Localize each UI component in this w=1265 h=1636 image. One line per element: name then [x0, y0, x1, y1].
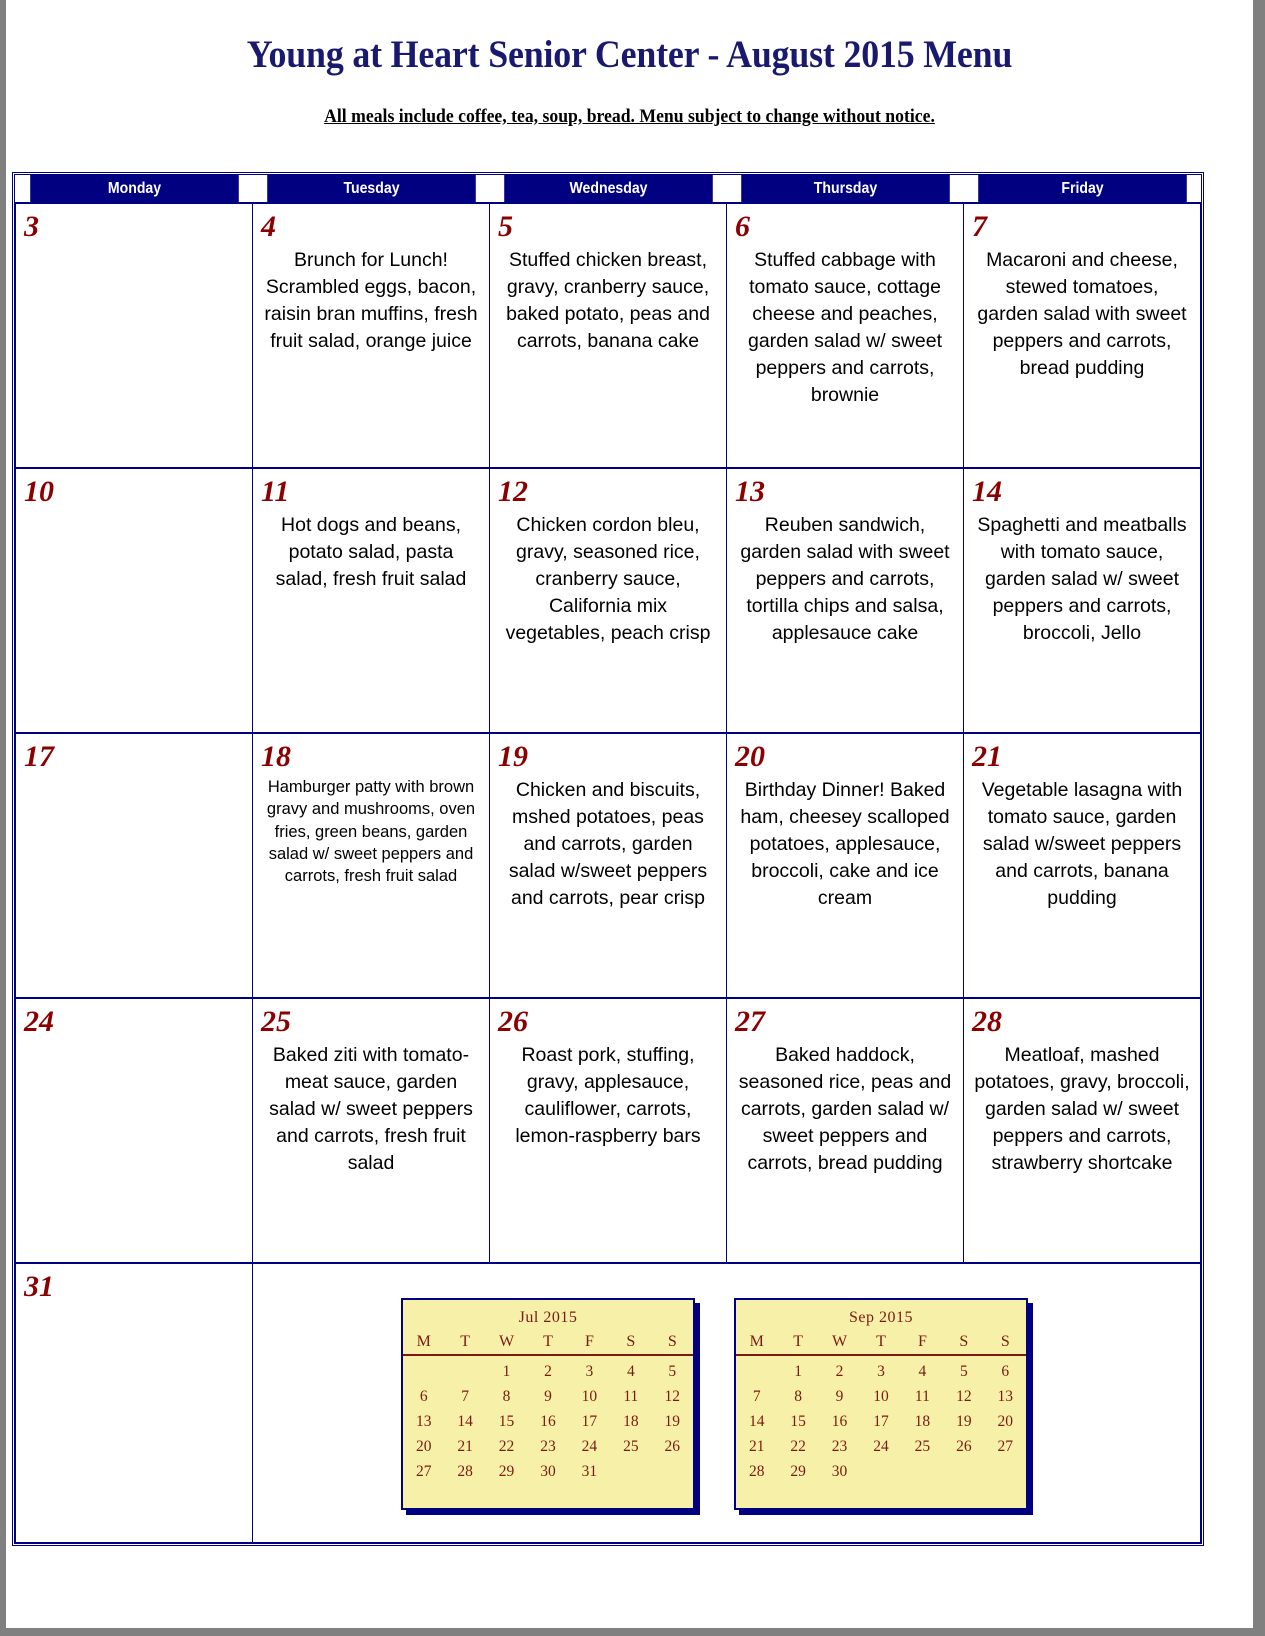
meal-description: Stuffed cabbage with tomato sauce, cottage cheese and peaches, garden salad w/ sweet peppers and carrots, brownie — [747, 249, 943, 406]
calendar-day-cell[interactable] — [253, 733, 490, 998]
mini-day-cell[interactable]: 5 — [959, 1362, 968, 1380]
mini-day-cell[interactable]: 17 — [873, 1412, 889, 1430]
mini-day-cell[interactable]: 26 — [664, 1437, 681, 1455]
menu-page — [6, 0, 1253, 1628]
calendar-day-cell[interactable] — [16, 203, 253, 468]
meal-description: Brunch for Lunch! Scrambled eggs, bacon, raisin bran muffins, fresh fruit salad, orange juice — [264, 249, 478, 352]
mini-day-cell[interactable]: 8 — [502, 1387, 511, 1405]
dow-header-friday: Friday — [978, 175, 1187, 203]
mini-day-cell[interactable]: 20 — [997, 1412, 1014, 1430]
mini-dow-header: S — [626, 1332, 636, 1350]
mini-day-cell[interactable]: 18 — [623, 1412, 639, 1430]
mini-day-empty — [610, 1459, 651, 1484]
day-number: 7 — [972, 210, 987, 243]
calendar-week-row — [16, 468, 1201, 733]
mini-dow-header: T — [793, 1332, 804, 1350]
mini-day-cell[interactable]: 25 — [623, 1437, 639, 1455]
day-number: 28 — [972, 1005, 1002, 1038]
calendar-day-cell[interactable] — [253, 468, 490, 733]
mini-dow-header: T — [876, 1332, 886, 1350]
mini-day-cell[interactable]: 21 — [457, 1437, 473, 1455]
mini-day-cell[interactable]: 11 — [623, 1387, 639, 1405]
day-number: 12 — [498, 475, 528, 508]
mini-day-cell[interactable]: 29 — [498, 1462, 515, 1480]
day-number: 20 — [735, 740, 765, 773]
day-number: 26 — [498, 1005, 528, 1038]
mini-day-empty — [652, 1459, 693, 1484]
mini-week-row — [736, 1409, 1026, 1434]
mini-day-cell[interactable]: 3 — [877, 1362, 885, 1380]
day-number: 4 — [261, 210, 276, 243]
mini-day-cell[interactable]: 24 — [873, 1437, 889, 1455]
calendar-day-cell[interactable] — [964, 468, 1201, 733]
mini-day-cell[interactable]: 2 — [835, 1362, 844, 1380]
mini-calendar-title: Sep 2015 — [849, 1309, 913, 1326]
mini-day-cell[interactable]: 23 — [831, 1437, 848, 1455]
meal-description: Baked ziti with tomato-meat sauce, garden salad w/ sweet peppers and carrots, fresh fruit salad — [269, 1044, 473, 1174]
calendar-day-cell[interactable] — [253, 203, 490, 468]
mini-day-cell[interactable]: 17 — [581, 1412, 598, 1430]
day-of-week-header-row — [16, 175, 1201, 203]
mini-day-cell[interactable]: 14 — [457, 1412, 473, 1430]
day-number: 18 — [261, 740, 291, 773]
calendar-day-cell[interactable] — [16, 733, 253, 998]
calendar-table — [15, 175, 1201, 1543]
mini-calendar-wrapper — [253, 1264, 1200, 1542]
mini-day-cell[interactable]: 30 — [540, 1462, 556, 1480]
meal-description: Reuben sandwich, garden salad with sweet peppers and carrots, tortilla chips and salsa, applesauce cake — [740, 514, 950, 644]
mini-calendars-area — [253, 1263, 1201, 1543]
mini-week-row — [403, 1384, 693, 1409]
mini-day-cell[interactable]: 28 — [748, 1462, 765, 1480]
page-subtitle: All meals include coffee, tea, soup, bread. Menu subject to change without notice. — [324, 105, 935, 127]
mini-day-cell[interactable]: 21 — [748, 1437, 765, 1455]
mini-dow-row — [736, 1331, 1026, 1355]
mini-day-empty — [902, 1459, 943, 1484]
day-number: 14 — [972, 475, 1002, 508]
mini-day-cell[interactable]: 12 — [956, 1387, 972, 1405]
calendar-week-row — [16, 998, 1201, 1263]
mini-calendar-jul[interactable] — [401, 1298, 695, 1510]
mini-dow-row — [403, 1331, 693, 1355]
calendar-day-cell[interactable] — [727, 468, 964, 733]
mini-day-cell[interactable]: 12 — [664, 1387, 681, 1405]
mini-day-cell[interactable]: 27 — [997, 1437, 1014, 1455]
meal-description: Stuffed chicken breast, gravy, cranberry sauce, baked potato, peas and carrots, banana cake — [506, 249, 710, 352]
mini-day-cell[interactable]: 27 — [415, 1462, 432, 1480]
meal-description: Roast pork, stuffing, gravy, applesauce, cauliflower, carrots, lemon-raspberry bars — [515, 1044, 701, 1147]
calendar-day-cell[interactable] — [490, 468, 727, 733]
day-number: 5 — [498, 210, 513, 243]
calendar-body — [16, 203, 1201, 1543]
mini-day-cell[interactable]: 13 — [997, 1387, 1014, 1405]
meal-description: Hot dogs and beans, potato salad, pasta salad, fresh fruit salad — [275, 514, 467, 590]
mini-day-cell[interactable]: 4 — [918, 1362, 927, 1380]
meal-description: Spaghetti and meatballs with tomato sauce, garden salad w/ sweet peppers and carrots, broccoli, Jello — [977, 514, 1187, 644]
calendar-day-cell[interactable] — [490, 733, 727, 998]
mini-dow-header: S — [667, 1332, 677, 1350]
mini-day-cell[interactable]: 16 — [831, 1412, 848, 1430]
calendar-frame — [12, 172, 1204, 1546]
mini-dow-header: M — [416, 1332, 431, 1350]
mini-day-cell[interactable]: 6 — [1001, 1362, 1010, 1380]
meal-description: Chicken and biscuits, mshed potatoes, peas and carrots, garden salad w/sweet peppers and carrots, pear crisp — [508, 779, 708, 909]
day-number: 21 — [972, 740, 1002, 773]
page-title: Young at Heart Senior Center - August 2015 Menu — [246, 33, 1013, 76]
mini-dow-header: M — [749, 1332, 764, 1350]
mini-day-cell[interactable]: 18 — [914, 1412, 931, 1430]
calendar-day-cell[interactable] — [490, 203, 727, 468]
calendar-day-cell[interactable] — [16, 468, 253, 733]
mini-day-cell[interactable]: 22 — [790, 1437, 806, 1455]
mini-day-cell[interactable]: 10 — [873, 1387, 889, 1405]
mini-day-cell[interactable]: 24 — [581, 1437, 598, 1455]
mini-calendar-title: Jul 2015 — [518, 1309, 578, 1326]
mini-dow-header: W — [832, 1332, 848, 1350]
calendar-week-row — [16, 733, 1201, 998]
mini-calendar-table — [403, 1331, 693, 1484]
mini-day-cell[interactable]: 15 — [498, 1412, 515, 1430]
mini-day-cell[interactable]: 29 — [790, 1462, 806, 1480]
mini-day-cell[interactable]: 28 — [457, 1462, 473, 1480]
mini-dow-header: T — [543, 1332, 553, 1350]
mini-week-row — [736, 1459, 1026, 1484]
mini-dow-header: F — [917, 1332, 927, 1350]
mini-dow-header: S — [959, 1332, 969, 1350]
mini-day-cell[interactable]: 31 — [581, 1462, 598, 1480]
mini-day-cell[interactable]: 2 — [544, 1362, 552, 1380]
mini-day-cell[interactable]: 15 — [790, 1412, 806, 1430]
meal-description: Birthday Dinner! Baked ham, cheesey scalloped potatoes, applesauce, broccoli, cake and ice cream — [740, 779, 950, 909]
day-number: 13 — [735, 475, 765, 508]
mini-day-empty — [736, 1355, 777, 1384]
mini-week-row — [736, 1355, 1026, 1384]
mini-day-cell[interactable]: 4 — [626, 1362, 635, 1380]
mini-day-cell[interactable]: 22 — [498, 1437, 515, 1455]
mini-day-cell[interactable]: 6 — [419, 1387, 428, 1405]
mini-day-cell[interactable]: 16 — [540, 1412, 556, 1430]
meal-description: Meatloaf, mashed potatoes, gravy, broccoli, garden salad w/ sweet peppers and carrots, strawberry shortcake — [974, 1044, 1190, 1174]
calendar-day-cell[interactable] — [490, 998, 727, 1263]
dow-header-tuesday: Tuesday — [267, 175, 476, 203]
mini-day-cell[interactable]: 30 — [831, 1462, 848, 1480]
mini-day-cell[interactable]: 8 — [794, 1387, 802, 1405]
mini-day-empty — [985, 1459, 1026, 1484]
meal-description: Hamburger patty with brown gravy and mushrooms, oven fries, green beans, garden salad w/ sweet peppers and carrots, fresh fruit salad — [266, 778, 476, 886]
mini-week-row — [403, 1434, 693, 1459]
mini-day-cell[interactable]: 19 — [664, 1412, 681, 1430]
day-number: 31 — [24, 1270, 54, 1303]
meal-description: Chicken cordon bleu, gravy, seasoned rice, cranberry sauce, California mix vegetables, peach crisp — [505, 514, 711, 644]
mini-day-cell[interactable]: 20 — [415, 1437, 432, 1455]
meal-description: Vegetable lasagna with tomato sauce, garden salad w/sweet peppers and carrots, banana pudding — [981, 779, 1183, 909]
mini-day-cell[interactable]: 11 — [914, 1387, 930, 1405]
mini-day-cell[interactable]: 1 — [502, 1362, 511, 1380]
mini-day-empty — [444, 1355, 485, 1384]
calendar-day-cell[interactable] — [727, 733, 964, 998]
day-number: 11 — [261, 475, 290, 508]
day-number: 24 — [24, 1005, 54, 1038]
mini-dow-header: S — [1000, 1332, 1010, 1350]
calendar-day-cell[interactable] — [964, 203, 1201, 468]
day-number: 10 — [24, 475, 54, 508]
mini-calendar-table — [736, 1331, 1026, 1484]
day-number: 3 — [24, 210, 39, 243]
calendar-week-row — [16, 1263, 1201, 1543]
day-number: 6 — [735, 210, 750, 243]
calendar-day-cell[interactable] — [16, 1263, 253, 1543]
mini-day-cell[interactable]: 7 — [752, 1387, 761, 1405]
mini-day-cell[interactable]: 10 — [581, 1387, 598, 1405]
mini-week-row — [403, 1355, 693, 1384]
title-block — [6, 0, 1253, 128]
mini-calendar-sep[interactable] — [734, 1298, 1028, 1510]
calendar-day-cell[interactable] — [727, 998, 964, 1263]
mini-day-empty — [860, 1459, 901, 1484]
mini-day-cell[interactable]: 25 — [914, 1437, 931, 1455]
mini-dow-header: W — [499, 1332, 515, 1350]
mini-day-cell[interactable]: 3 — [585, 1362, 594, 1380]
calendar-day-cell[interactable] — [727, 203, 964, 468]
calendar-week-row — [16, 203, 1201, 468]
mini-day-cell[interactable]: 13 — [415, 1412, 432, 1430]
calendar-day-cell[interactable] — [16, 998, 253, 1263]
mini-dow-header: F — [584, 1332, 594, 1350]
dow-header-monday: Monday — [30, 175, 239, 203]
mini-day-empty — [943, 1459, 984, 1484]
dow-header-wednesday: Wednesday — [504, 175, 713, 203]
mini-day-cell[interactable]: 5 — [668, 1362, 677, 1380]
meal-description: Macaroni and cheese, stewed tomatoes, garden salad with sweet peppers and carrots, bread pudding — [977, 249, 1187, 379]
mini-day-cell[interactable]: 9 — [835, 1387, 844, 1405]
mini-day-cell[interactable]: 19 — [956, 1412, 972, 1430]
mini-day-cell[interactable]: 26 — [956, 1437, 972, 1455]
calendar-day-cell[interactable] — [964, 998, 1201, 1263]
day-number: 19 — [498, 740, 528, 773]
mini-day-cell[interactable]: 9 — [544, 1387, 552, 1405]
mini-week-row — [736, 1434, 1026, 1459]
mini-dow-header: T — [460, 1332, 471, 1350]
mini-day-empty — [403, 1355, 444, 1384]
day-number: 27 — [735, 1005, 765, 1038]
mini-week-row — [403, 1409, 693, 1434]
meal-description: Baked haddock, seasoned rice, peas and carrots, garden salad w/ sweet peppers and carrots, bread pudding — [738, 1044, 952, 1174]
day-number: 25 — [261, 1005, 291, 1038]
calendar-day-cell[interactable] — [964, 733, 1201, 998]
mini-day-cell[interactable]: 1 — [794, 1362, 802, 1380]
dow-header-thursday: Thursday — [741, 175, 950, 203]
mini-day-cell[interactable]: 23 — [540, 1437, 556, 1455]
mini-week-row — [736, 1384, 1026, 1409]
mini-day-cell[interactable]: 7 — [461, 1387, 469, 1405]
day-number: 17 — [24, 740, 54, 773]
calendar-day-cell[interactable] — [253, 998, 490, 1263]
mini-day-cell[interactable]: 14 — [748, 1412, 765, 1430]
mini-week-row — [403, 1459, 693, 1484]
